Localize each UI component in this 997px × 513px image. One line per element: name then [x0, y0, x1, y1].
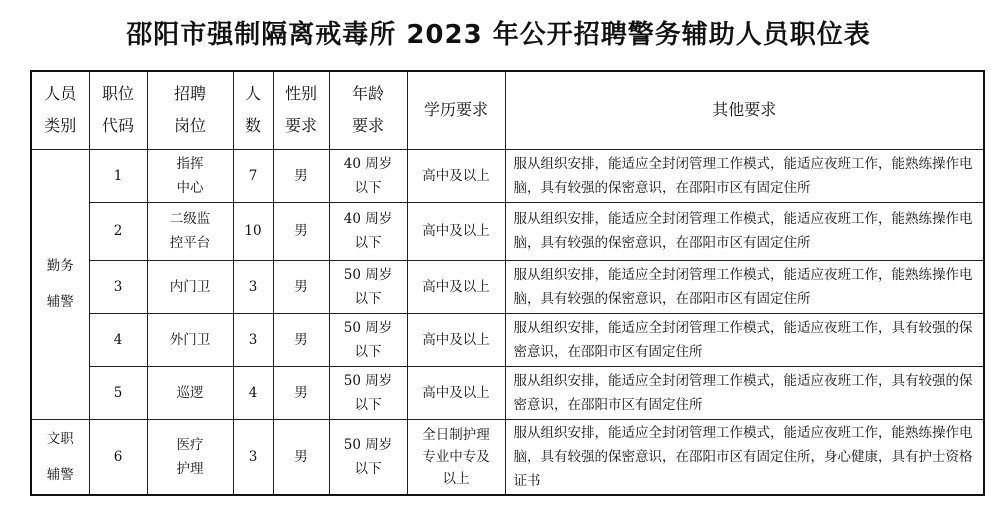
code-cell: 6	[89, 419, 147, 495]
age-cell: 40 周岁 以下	[329, 149, 407, 202]
code-cell: 1	[89, 149, 147, 202]
education-cell: 高中及以上	[407, 313, 505, 366]
code-cell: 3	[89, 260, 147, 313]
gender-cell: 男	[273, 313, 329, 366]
header-category: 人员 类别	[31, 71, 89, 149]
header-gender: 性别 要求	[273, 71, 329, 149]
header-post: 招聘 岗位	[147, 71, 233, 149]
other-requirements-cell: 服从组织安排，能适应全封闭管理工作模式，能适应夜班工作，具有较强的保密意识，在邵阳市区有固定住所	[505, 366, 984, 419]
category-cell: 勤务 辅警	[31, 149, 89, 419]
count-cell: 3	[233, 260, 273, 313]
code-cell: 4	[89, 313, 147, 366]
count-cell: 7	[233, 149, 273, 202]
post-cell: 指挥 中心	[147, 149, 233, 202]
table-row	[31, 202, 984, 260]
age-cell: 50 周岁 以下	[329, 313, 407, 366]
education-cell: 高中及以上	[407, 366, 505, 419]
category-cell: 文职 辅警	[31, 419, 89, 495]
count-cell: 4	[233, 366, 273, 419]
gender-cell: 男	[273, 260, 329, 313]
other-requirements-cell: 服从组织安排，能适应全封闭管理工作模式，能适应夜班工作，能熟练操作电脑，具有较强的保密意识，在邵阳市区有固定住所	[505, 260, 984, 313]
table-row	[31, 419, 984, 495]
header-code: 职位 代码	[89, 71, 147, 149]
gender-cell: 男	[273, 419, 329, 495]
other-requirements-cell: 服从组织安排，能适应全封闭管理工作模式，能适应夜班工作，具有较强的保密意识，在邵阳市区有固定住所	[505, 313, 984, 366]
post-cell: 巡逻	[147, 366, 233, 419]
education-cell: 高中及以上	[407, 202, 505, 260]
age-cell: 50 周岁 以下	[329, 260, 407, 313]
page-title: 邵阳市强制隔离戒毒所 2023 年公开招聘警务辅助人员职位表	[126, 20, 871, 50]
age-cell: 40 周岁 以下	[329, 202, 407, 260]
other-requirements-cell: 服从组织安排，能适应全封闭管理工作模式，能适应夜班工作，能熟练操作电脑，具有较强的保密意识，在邵阳市区有固定住所，身心健康，具有护士资格证书	[505, 419, 984, 495]
gender-cell: 男	[273, 202, 329, 260]
other-requirements-cell: 服从组织安排，能适应全封闭管理工作模式，能适应夜班工作，能熟练操作电脑，具有较强的保密意识，在邵阳市区有固定住所	[505, 149, 984, 202]
post-cell: 外门卫	[147, 313, 233, 366]
other-requirements-cell: 服从组织安排，能适应全封闭管理工作模式，能适应夜班工作，能熟练操作电脑，具有较强的保密意识，在邵阳市区有固定住所	[505, 202, 984, 260]
table-row	[31, 366, 984, 419]
age-cell: 50 周岁 以下	[329, 366, 407, 419]
recruitment-table	[30, 70, 985, 496]
header-count: 人 数	[233, 71, 273, 149]
code-cell: 5	[89, 366, 147, 419]
table-row	[31, 149, 984, 202]
post-cell: 医疗 护理	[147, 419, 233, 495]
header-row	[31, 71, 984, 149]
table-row	[31, 313, 984, 366]
post-cell: 二级监 控平台	[147, 202, 233, 260]
header-age: 年龄 要求	[329, 71, 407, 149]
gender-cell: 男	[273, 149, 329, 202]
count-cell: 3	[233, 313, 273, 366]
education-cell: 全日制护理 专业中专及 以上	[407, 419, 505, 495]
header-other: 其他要求	[505, 71, 984, 149]
post-cell: 内门卫	[147, 260, 233, 313]
education-cell: 高中及以上	[407, 260, 505, 313]
code-cell: 2	[89, 202, 147, 260]
age-cell: 50 周岁 以下	[329, 419, 407, 495]
table-row	[31, 260, 984, 313]
header-education: 学历要求	[407, 71, 505, 149]
count-cell: 3	[233, 419, 273, 495]
gender-cell: 男	[273, 366, 329, 419]
education-cell: 高中及以上	[407, 149, 505, 202]
count-cell: 10	[233, 202, 273, 260]
